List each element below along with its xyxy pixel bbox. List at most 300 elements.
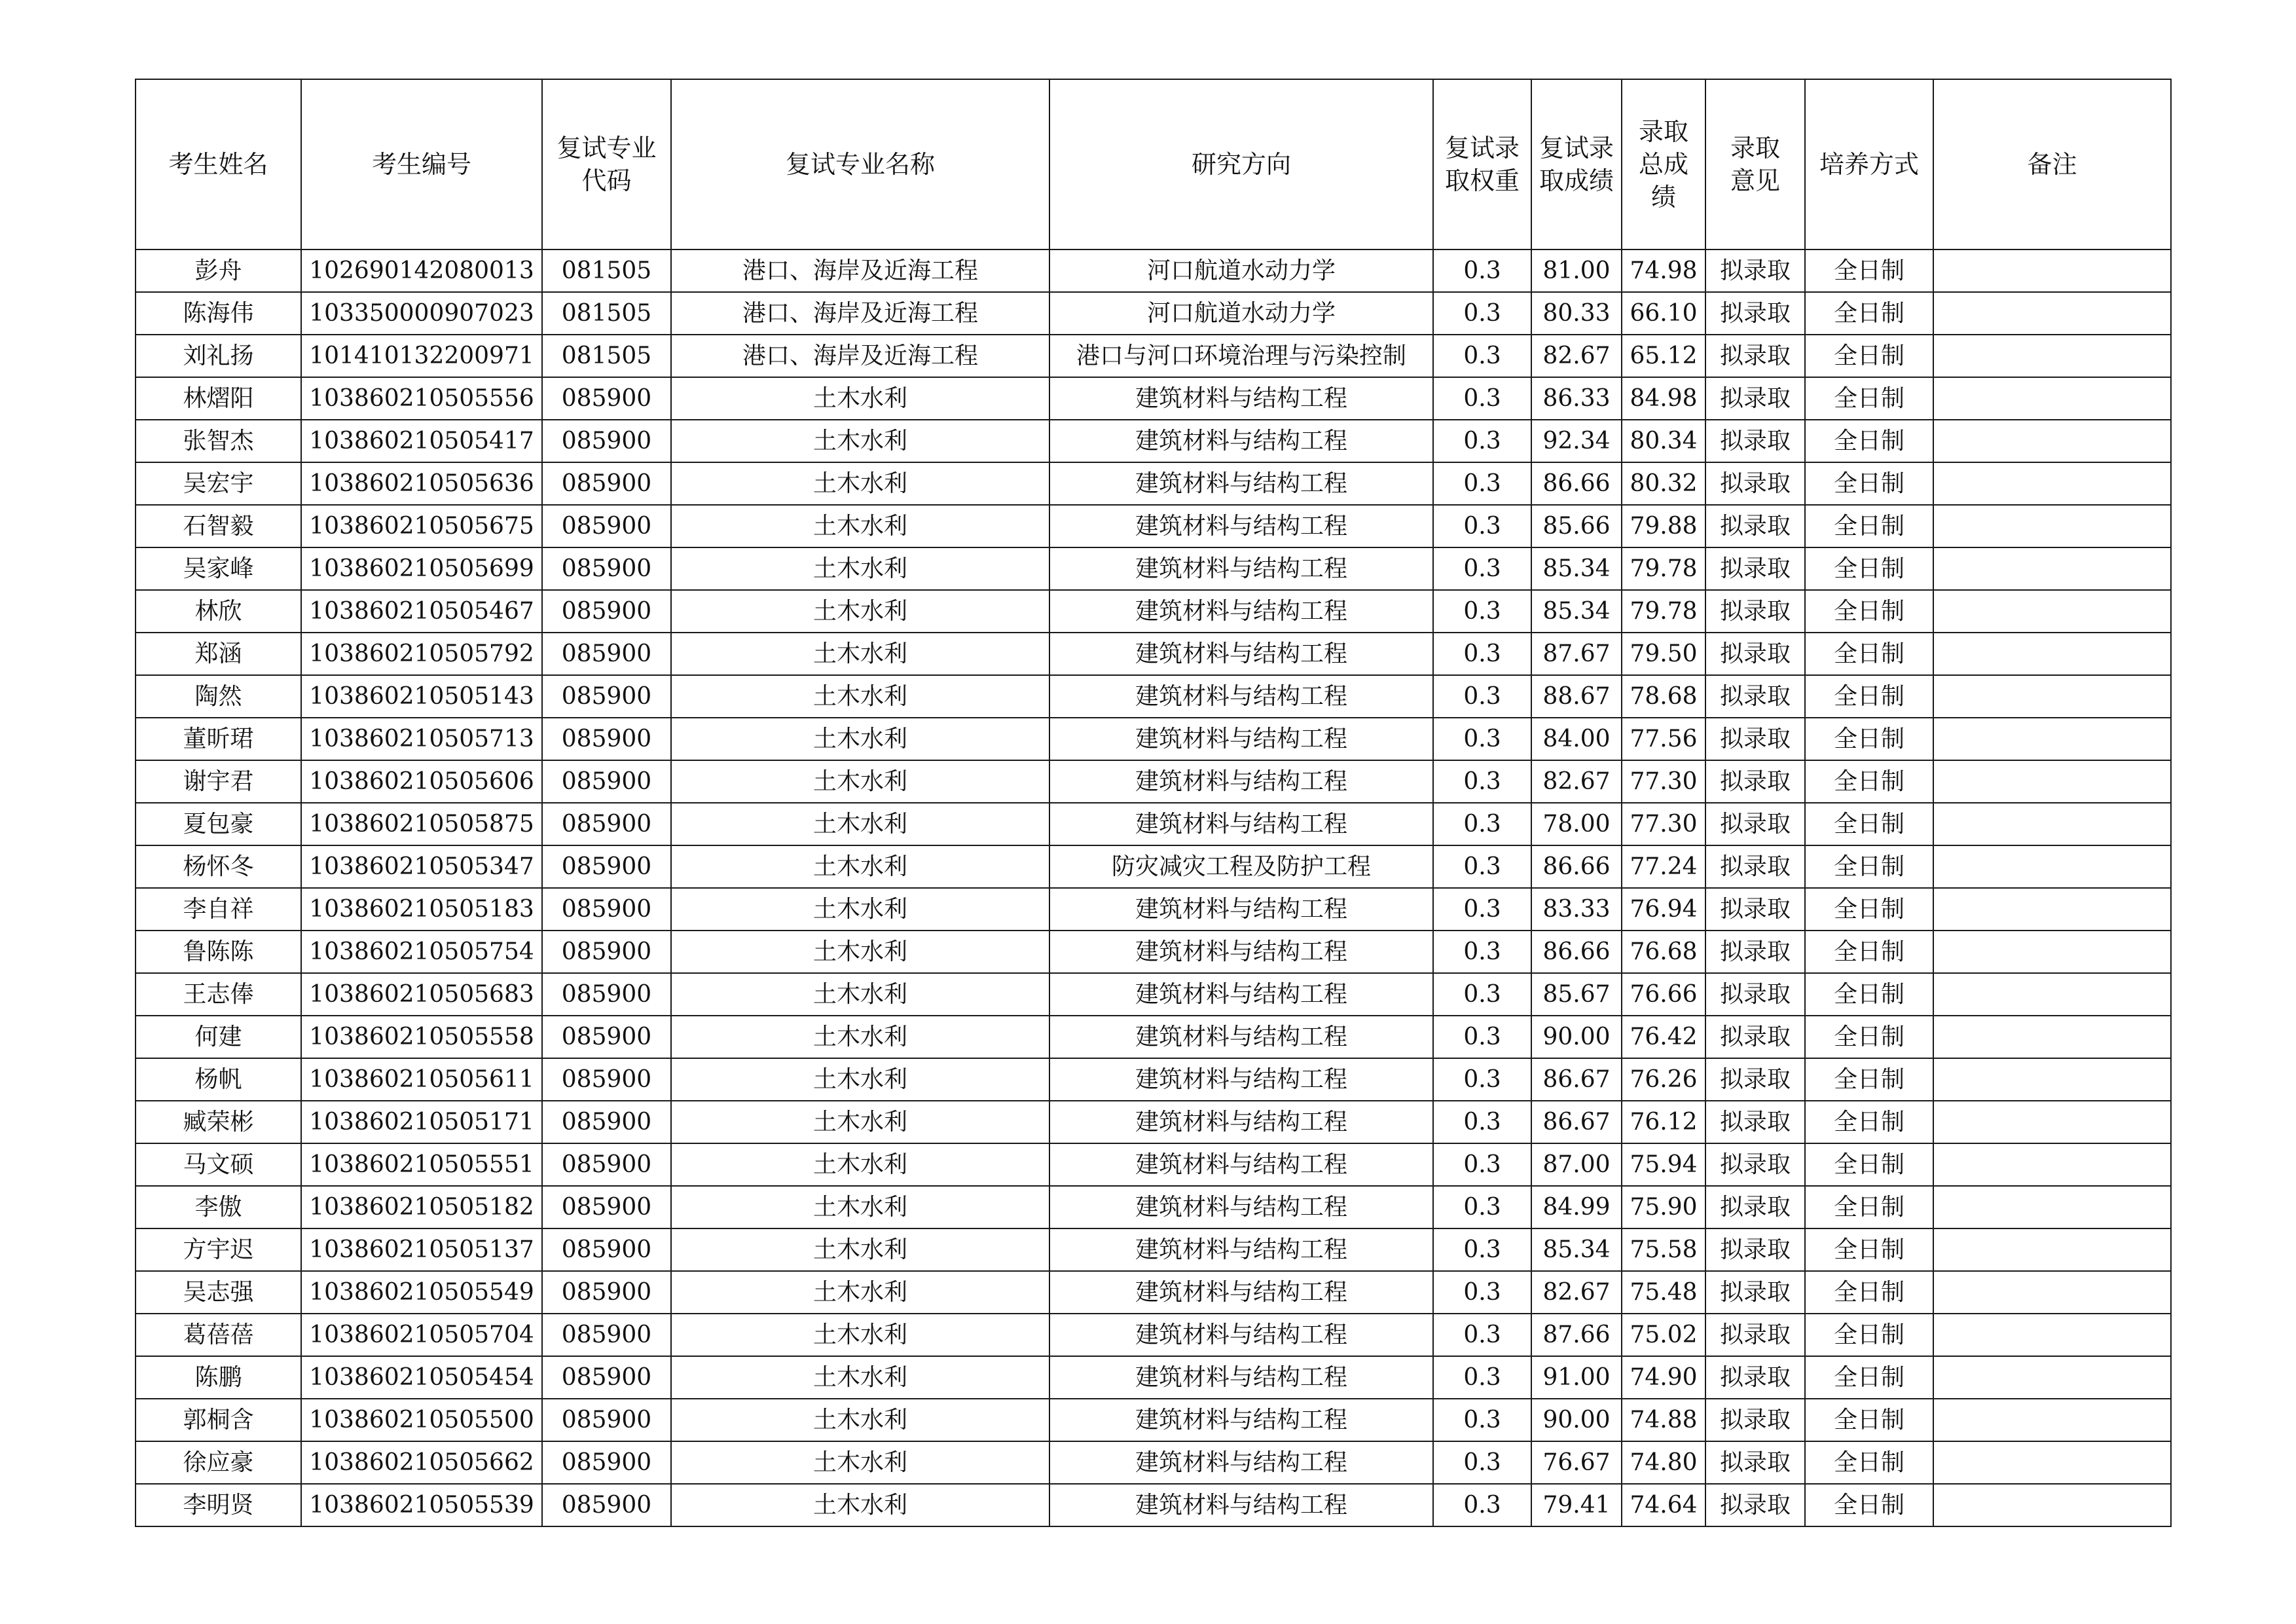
cell-score: 85.34 (1531, 1228, 1622, 1271)
cell-mode: 全日制 (1805, 760, 1933, 803)
cell-opinion: 拟录取 (1705, 760, 1805, 803)
table-row (136, 1356, 2171, 1399)
cell-opinion: 拟录取 (1705, 973, 1805, 1016)
cell-direction: 建筑材料与结构工程 (1049, 547, 1433, 590)
cell-exam-id: 103860210505171 (301, 1101, 542, 1143)
cell-total: 74.64 (1622, 1484, 1705, 1526)
cell-mode: 全日制 (1805, 803, 1933, 845)
cell-name: 林欣 (136, 590, 301, 633)
cell-major-code: 085900 (542, 931, 671, 973)
cell-direction: 建筑材料与结构工程 (1049, 1441, 1433, 1484)
header-mode: 培养方式 (1805, 79, 1933, 249)
cell-total: 76.66 (1622, 973, 1705, 1016)
cell-exam-id: 103860210505182 (301, 1186, 542, 1228)
cell-major-name: 土木水利 (671, 803, 1049, 845)
table-row (136, 590, 2171, 633)
cell-name: 马文硕 (136, 1143, 301, 1186)
cell-mode: 全日制 (1805, 1228, 1933, 1271)
table-row (136, 845, 2171, 888)
cell-major-name: 土木水利 (671, 547, 1049, 590)
cell-mode: 全日制 (1805, 1101, 1933, 1143)
cell-score: 80.33 (1531, 292, 1622, 335)
cell-exam-id: 103860210505611 (301, 1058, 542, 1101)
cell-direction: 建筑材料与结构工程 (1049, 888, 1433, 931)
cell-score: 82.67 (1531, 1271, 1622, 1314)
cell-exam-id: 103350000907023 (301, 292, 542, 335)
cell-major-name: 土木水利 (671, 888, 1049, 931)
cell-score: 86.66 (1531, 931, 1622, 973)
cell-major-code: 085900 (542, 505, 671, 547)
cell-total: 84.98 (1622, 377, 1705, 420)
table-row (136, 462, 2171, 505)
cell-opinion: 拟录取 (1705, 1058, 1805, 1101)
cell-name: 陶然 (136, 675, 301, 718)
table-row (136, 249, 2171, 292)
cell-name: 方宇迟 (136, 1228, 301, 1271)
cell-total: 77.56 (1622, 718, 1705, 760)
cell-major-name: 土木水利 (671, 633, 1049, 675)
table-row (136, 633, 2171, 675)
cell-weight: 0.3 (1433, 1356, 1531, 1399)
header-major-name: 复试专业名称 (671, 79, 1049, 249)
cell-exam-id: 103860210505792 (301, 633, 542, 675)
header-opinion-line-2: 意见 (1730, 166, 1780, 195)
cell-direction: 建筑材料与结构工程 (1049, 760, 1433, 803)
cell-weight: 0.3 (1433, 1101, 1531, 1143)
cell-weight: 0.3 (1433, 803, 1531, 845)
cell-direction: 建筑材料与结构工程 (1049, 1314, 1433, 1356)
cell-opinion: 拟录取 (1705, 1441, 1805, 1484)
cell-opinion: 拟录取 (1705, 420, 1805, 462)
header-weight-line-2: 取权重 (1444, 166, 1520, 195)
cell-mode: 全日制 (1805, 1399, 1933, 1441)
cell-major-name: 土木水利 (671, 1228, 1049, 1271)
cell-weight: 0.3 (1433, 420, 1531, 462)
table-row (136, 1484, 2171, 1526)
cell-total: 79.50 (1622, 633, 1705, 675)
cell-major-name: 土木水利 (671, 462, 1049, 505)
cell-direction: 建筑材料与结构工程 (1049, 1058, 1433, 1101)
cell-opinion: 拟录取 (1705, 1314, 1805, 1356)
cell-total: 74.90 (1622, 1356, 1705, 1399)
cell-weight: 0.3 (1433, 931, 1531, 973)
cell-name: 郭桐含 (136, 1399, 301, 1441)
cell-exam-id: 103860210505417 (301, 420, 542, 462)
cell-score: 86.67 (1531, 1101, 1622, 1143)
cell-exam-id: 103860210505675 (301, 505, 542, 547)
cell-name: 谢宇君 (136, 760, 301, 803)
cell-total: 79.78 (1622, 590, 1705, 633)
cell-score: 79.41 (1531, 1484, 1622, 1526)
cell-exam-id: 103860210505754 (301, 931, 542, 973)
cell-major-code: 085900 (542, 1058, 671, 1101)
cell-total: 75.90 (1622, 1186, 1705, 1228)
cell-opinion: 拟录取 (1705, 1399, 1805, 1441)
cell-name: 李傲 (136, 1186, 301, 1228)
cell-total: 78.68 (1622, 675, 1705, 718)
cell-remarks (1933, 1186, 2171, 1228)
table-row (136, 1058, 2171, 1101)
cell-mode: 全日制 (1805, 845, 1933, 888)
cell-name: 郑涵 (136, 633, 301, 675)
cell-weight: 0.3 (1433, 1058, 1531, 1101)
header-opinion (1705, 79, 1805, 249)
cell-exam-id: 103860210505143 (301, 675, 542, 718)
cell-major-code: 085900 (542, 1271, 671, 1314)
cell-major-name: 土木水利 (671, 1271, 1049, 1314)
cell-total: 79.88 (1622, 505, 1705, 547)
cell-direction: 建筑材料与结构工程 (1049, 1143, 1433, 1186)
cell-total: 76.26 (1622, 1058, 1705, 1101)
cell-name: 陈鹏 (136, 1356, 301, 1399)
cell-remarks (1933, 292, 2171, 335)
table-row (136, 931, 2171, 973)
cell-weight: 0.3 (1433, 633, 1531, 675)
cell-name: 徐应豪 (136, 1441, 301, 1484)
cell-total: 79.78 (1622, 547, 1705, 590)
cell-score: 85.34 (1531, 547, 1622, 590)
cell-name: 吴宏宇 (136, 462, 301, 505)
table-row (136, 675, 2171, 718)
cell-remarks (1933, 1016, 2171, 1058)
cell-score: 81.00 (1531, 249, 1622, 292)
cell-major-code: 085900 (542, 377, 671, 420)
table-row (136, 888, 2171, 931)
cell-remarks (1933, 1441, 2171, 1484)
table-row (136, 335, 2171, 377)
cell-remarks (1933, 718, 2171, 760)
cell-weight: 0.3 (1433, 249, 1531, 292)
cell-exam-id: 103860210505699 (301, 547, 542, 590)
cell-exam-id: 103860210505549 (301, 1271, 542, 1314)
cell-major-name: 土木水利 (671, 1186, 1049, 1228)
cell-remarks (1933, 420, 2171, 462)
cell-major-code: 081505 (542, 249, 671, 292)
cell-mode: 全日制 (1805, 420, 1933, 462)
cell-exam-id: 103860210505683 (301, 973, 542, 1016)
cell-opinion: 拟录取 (1705, 803, 1805, 845)
cell-remarks (1933, 973, 2171, 1016)
cell-remarks (1933, 1399, 2171, 1441)
cell-total: 75.58 (1622, 1228, 1705, 1271)
cell-direction: 防灾减灾工程及防护工程 (1049, 845, 1433, 888)
cell-opinion: 拟录取 (1705, 292, 1805, 335)
cell-opinion: 拟录取 (1705, 845, 1805, 888)
cell-opinion: 拟录取 (1705, 1484, 1805, 1526)
cell-remarks (1933, 377, 2171, 420)
cell-major-name: 土木水利 (671, 590, 1049, 633)
cell-score: 76.67 (1531, 1441, 1622, 1484)
cell-mode: 全日制 (1805, 1356, 1933, 1399)
cell-name: 杨怀冬 (136, 845, 301, 888)
header-weight (1433, 79, 1531, 249)
cell-major-name: 土木水利 (671, 845, 1049, 888)
cell-opinion: 拟录取 (1705, 1186, 1805, 1228)
cell-exam-id: 103860210505539 (301, 1484, 542, 1526)
cell-direction: 建筑材料与结构工程 (1049, 377, 1433, 420)
cell-remarks (1933, 1356, 2171, 1399)
cell-exam-id: 103860210505606 (301, 760, 542, 803)
cell-weight: 0.3 (1433, 462, 1531, 505)
cell-major-code: 085900 (542, 803, 671, 845)
cell-major-code: 085900 (542, 1228, 671, 1271)
cell-score: 87.66 (1531, 1314, 1622, 1356)
cell-weight: 0.3 (1433, 675, 1531, 718)
cell-direction: 建筑材料与结构工程 (1049, 633, 1433, 675)
cell-exam-id: 103860210505347 (301, 845, 542, 888)
cell-exam-id: 103860210505713 (301, 718, 542, 760)
cell-major-code: 085900 (542, 1143, 671, 1186)
cell-name: 林熠阳 (136, 377, 301, 420)
cell-exam-id: 103860210505875 (301, 803, 542, 845)
cell-score: 87.00 (1531, 1143, 1622, 1186)
cell-mode: 全日制 (1805, 1314, 1933, 1356)
cell-major-name: 土木水利 (671, 1356, 1049, 1399)
header-score-line-1: 复试录 (1539, 134, 1614, 162)
cell-score: 86.66 (1531, 462, 1622, 505)
cell-total: 66.10 (1622, 292, 1705, 335)
cell-score: 92.34 (1531, 420, 1622, 462)
cell-remarks (1933, 335, 2171, 377)
cell-opinion: 拟录取 (1705, 462, 1805, 505)
cell-major-name: 土木水利 (671, 675, 1049, 718)
cell-name: 吴家峰 (136, 547, 301, 590)
cell-opinion: 拟录取 (1705, 633, 1805, 675)
cell-major-name: 港口、海岸及近海工程 (671, 292, 1049, 335)
header-direction: 研究方向 (1049, 79, 1433, 249)
cell-weight: 0.3 (1433, 1016, 1531, 1058)
cell-weight: 0.3 (1433, 760, 1531, 803)
header-total (1622, 79, 1705, 249)
cell-name: 刘礼扬 (136, 335, 301, 377)
cell-direction: 建筑材料与结构工程 (1049, 1484, 1433, 1526)
cell-total: 80.34 (1622, 420, 1705, 462)
cell-opinion: 拟录取 (1705, 931, 1805, 973)
header-weight-line-1: 复试录 (1444, 134, 1520, 162)
cell-name: 何建 (136, 1016, 301, 1058)
cell-score: 85.67 (1531, 973, 1622, 1016)
cell-opinion: 拟录取 (1705, 675, 1805, 718)
cell-total: 77.24 (1622, 845, 1705, 888)
cell-opinion: 拟录取 (1705, 1271, 1805, 1314)
cell-mode: 全日制 (1805, 1016, 1933, 1058)
cell-weight: 0.3 (1433, 888, 1531, 931)
cell-exam-id: 103860210505551 (301, 1143, 542, 1186)
cell-major-name: 土木水利 (671, 505, 1049, 547)
cell-weight: 0.3 (1433, 718, 1531, 760)
cell-opinion: 拟录取 (1705, 888, 1805, 931)
cell-name: 葛蓓蓓 (136, 1314, 301, 1356)
cell-major-name: 土木水利 (671, 931, 1049, 973)
cell-weight: 0.3 (1433, 1186, 1531, 1228)
cell-direction: 港口与河口环境治理与污染控制 (1049, 335, 1433, 377)
cell-score: 84.00 (1531, 718, 1622, 760)
table-row (136, 1399, 2171, 1441)
header-remarks: 备注 (1933, 79, 2171, 249)
cell-major-code: 085900 (542, 1441, 671, 1484)
cell-major-name: 土木水利 (671, 1058, 1049, 1101)
cell-total: 74.88 (1622, 1399, 1705, 1441)
cell-total: 77.30 (1622, 803, 1705, 845)
cell-direction: 建筑材料与结构工程 (1049, 420, 1433, 462)
table-row (136, 1016, 2171, 1058)
cell-mode: 全日制 (1805, 1441, 1933, 1484)
cell-score: 86.33 (1531, 377, 1622, 420)
cell-direction: 建筑材料与结构工程 (1049, 1101, 1433, 1143)
cell-major-code: 085900 (542, 1101, 671, 1143)
cell-weight: 0.3 (1433, 547, 1531, 590)
cell-mode: 全日制 (1805, 1186, 1933, 1228)
cell-major-name: 土木水利 (671, 377, 1049, 420)
cell-remarks (1933, 845, 2171, 888)
cell-mode: 全日制 (1805, 633, 1933, 675)
cell-score: 86.67 (1531, 1058, 1622, 1101)
header-score-line-2: 取成绩 (1539, 166, 1614, 195)
cell-score: 85.34 (1531, 590, 1622, 633)
cell-major-name: 土木水利 (671, 1016, 1049, 1058)
cell-name: 彭舟 (136, 249, 301, 292)
cell-remarks (1933, 1143, 2171, 1186)
cell-score: 84.99 (1531, 1186, 1622, 1228)
cell-remarks (1933, 590, 2171, 633)
cell-total: 76.12 (1622, 1101, 1705, 1143)
cell-opinion: 拟录取 (1705, 547, 1805, 590)
table-row (136, 420, 2171, 462)
cell-major-name: 土木水利 (671, 1314, 1049, 1356)
cell-major-name: 土木水利 (671, 718, 1049, 760)
cell-major-name: 港口、海岸及近海工程 (671, 249, 1049, 292)
cell-name: 董昕珺 (136, 718, 301, 760)
cell-major-code: 085900 (542, 1186, 671, 1228)
table-row (136, 803, 2171, 845)
cell-score: 83.33 (1531, 888, 1622, 931)
cell-direction: 建筑材料与结构工程 (1049, 505, 1433, 547)
cell-name: 杨帆 (136, 1058, 301, 1101)
cell-exam-id: 103860210505662 (301, 1441, 542, 1484)
cell-exam-id: 103860210505636 (301, 462, 542, 505)
cell-opinion: 拟录取 (1705, 335, 1805, 377)
cell-mode: 全日制 (1805, 931, 1933, 973)
cell-direction: 建筑材料与结构工程 (1049, 590, 1433, 633)
cell-weight: 0.3 (1433, 335, 1531, 377)
cell-direction: 建筑材料与结构工程 (1049, 1399, 1433, 1441)
cell-exam-id: 103860210505137 (301, 1228, 542, 1271)
cell-mode: 全日制 (1805, 1058, 1933, 1101)
header-row (136, 79, 2171, 249)
cell-direction: 建筑材料与结构工程 (1049, 1228, 1433, 1271)
cell-mode: 全日制 (1805, 1143, 1933, 1186)
cell-opinion: 拟录取 (1705, 377, 1805, 420)
cell-remarks (1933, 1271, 2171, 1314)
cell-direction: 建筑材料与结构工程 (1049, 1356, 1433, 1399)
table-body (136, 249, 2171, 1526)
cell-total: 80.32 (1622, 462, 1705, 505)
cell-remarks (1933, 547, 2171, 590)
cell-score: 90.00 (1531, 1399, 1622, 1441)
cell-exam-id: 103860210505500 (301, 1399, 542, 1441)
cell-total: 74.80 (1622, 1441, 1705, 1484)
cell-opinion: 拟录取 (1705, 1356, 1805, 1399)
cell-exam-id: 103860210505183 (301, 888, 542, 931)
table-row (136, 1143, 2171, 1186)
cell-weight: 0.3 (1433, 292, 1531, 335)
cell-remarks (1933, 931, 2171, 973)
cell-major-name: 土木水利 (671, 1399, 1049, 1441)
header-total-line-2: 总成 (1638, 150, 1688, 179)
cell-major-code: 085900 (542, 888, 671, 931)
cell-score: 87.67 (1531, 633, 1622, 675)
cell-opinion: 拟录取 (1705, 1016, 1805, 1058)
cell-name: 石智毅 (136, 505, 301, 547)
cell-major-name: 港口、海岸及近海工程 (671, 335, 1049, 377)
table-row (136, 760, 2171, 803)
cell-mode: 全日制 (1805, 675, 1933, 718)
cell-remarks (1933, 675, 2171, 718)
cell-major-name: 土木水利 (671, 1484, 1049, 1526)
cell-major-name: 土木水利 (671, 1101, 1049, 1143)
cell-weight: 0.3 (1433, 1228, 1531, 1271)
cell-mode: 全日制 (1805, 505, 1933, 547)
cell-opinion: 拟录取 (1705, 1143, 1805, 1186)
cell-mode: 全日制 (1805, 718, 1933, 760)
cell-remarks (1933, 760, 2171, 803)
admission-table (135, 79, 2172, 1527)
cell-mode: 全日制 (1805, 462, 1933, 505)
cell-direction: 建筑材料与结构工程 (1049, 1271, 1433, 1314)
cell-name: 张智杰 (136, 420, 301, 462)
cell-name: 陈海伟 (136, 292, 301, 335)
cell-score: 85.66 (1531, 505, 1622, 547)
cell-weight: 0.3 (1433, 505, 1531, 547)
cell-direction: 建筑材料与结构工程 (1049, 803, 1433, 845)
cell-remarks (1933, 249, 2171, 292)
table-row (136, 1101, 2171, 1143)
cell-direction: 河口航道水动力学 (1049, 292, 1433, 335)
cell-weight: 0.3 (1433, 1441, 1531, 1484)
cell-major-code: 081505 (542, 335, 671, 377)
cell-major-code: 085900 (542, 420, 671, 462)
cell-remarks (1933, 1314, 2171, 1356)
cell-major-code: 085900 (542, 1356, 671, 1399)
cell-direction: 建筑材料与结构工程 (1049, 462, 1433, 505)
cell-name: 李自祥 (136, 888, 301, 931)
cell-exam-id: 103860210505704 (301, 1314, 542, 1356)
cell-total: 76.68 (1622, 931, 1705, 973)
cell-weight: 0.3 (1433, 845, 1531, 888)
cell-direction: 建筑材料与结构工程 (1049, 1186, 1433, 1228)
cell-opinion: 拟录取 (1705, 1228, 1805, 1271)
table-row (136, 973, 2171, 1016)
cell-major-code: 085900 (542, 760, 671, 803)
cell-total: 75.94 (1622, 1143, 1705, 1186)
table-row (136, 547, 2171, 590)
cell-major-name: 土木水利 (671, 1441, 1049, 1484)
cell-major-code: 085900 (542, 1314, 671, 1356)
table-row (136, 292, 2171, 335)
cell-major-code: 085900 (542, 1016, 671, 1058)
cell-major-code: 085900 (542, 633, 671, 675)
cell-name: 夏包豪 (136, 803, 301, 845)
cell-major-name: 土木水利 (671, 420, 1049, 462)
cell-exam-id: 103860210505558 (301, 1016, 542, 1058)
cell-major-code: 085900 (542, 718, 671, 760)
cell-mode: 全日制 (1805, 590, 1933, 633)
cell-score: 88.67 (1531, 675, 1622, 718)
cell-direction: 建筑材料与结构工程 (1049, 718, 1433, 760)
cell-mode: 全日制 (1805, 249, 1933, 292)
table-row (136, 1271, 2171, 1314)
cell-major-code: 085900 (542, 1399, 671, 1441)
